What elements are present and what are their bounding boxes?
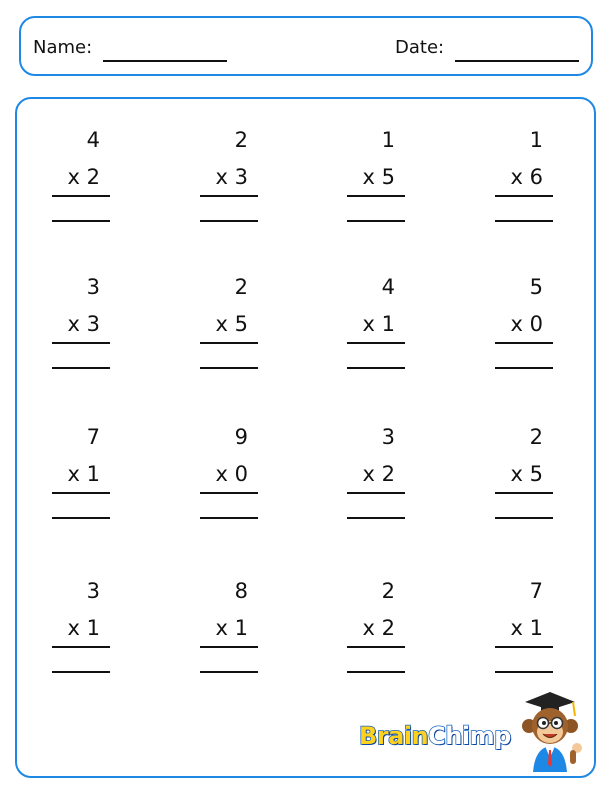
problem-6	[200, 274, 280, 374]
problem-rule	[52, 342, 110, 344]
problem-top-number: 3	[86, 275, 100, 299]
problem-multiplier: x 1	[67, 616, 100, 640]
answer-line[interactable]	[52, 517, 110, 519]
problem-rule	[495, 342, 553, 344]
problem-15	[347, 578, 427, 678]
problem-multiplier: x 1	[215, 616, 248, 640]
problem-rule	[495, 646, 553, 648]
answer-line[interactable]	[52, 671, 110, 673]
answer-line[interactable]	[52, 220, 110, 222]
problem-top-number: 4	[381, 275, 395, 299]
problem-top-number: 5	[529, 275, 543, 299]
problem-rule	[200, 195, 258, 197]
problem-rule	[347, 195, 405, 197]
answer-line[interactable]	[52, 367, 110, 369]
problem-top-number: 7	[86, 425, 100, 449]
problem-top-number: 4	[86, 128, 100, 152]
problem-multiplier: x 0	[510, 312, 543, 336]
problem-2	[200, 127, 280, 227]
date-field[interactable]	[455, 60, 579, 62]
problem-multiplier: x 1	[510, 616, 543, 640]
problem-rule	[52, 646, 110, 648]
brainchimp-logo	[355, 688, 585, 772]
problem-rule	[347, 342, 405, 344]
problem-multiplier: x 2	[362, 616, 395, 640]
answer-line[interactable]	[200, 671, 258, 673]
problem-top-number: 3	[86, 579, 100, 603]
problem-multiplier: x 2	[67, 165, 100, 189]
logo-wordmark	[359, 722, 511, 750]
problem-10	[200, 424, 280, 524]
problem-rule	[347, 646, 405, 648]
problem-multiplier: x 0	[215, 462, 248, 486]
problem-rule	[347, 492, 405, 494]
problem-top-number: 9	[234, 425, 248, 449]
problem-top-number: 1	[381, 128, 395, 152]
answer-line[interactable]	[495, 367, 553, 369]
problem-rule	[495, 195, 553, 197]
problem-multiplier: x 3	[67, 312, 100, 336]
problem-rule	[52, 492, 110, 494]
problem-multiplier: x 2	[362, 462, 395, 486]
problem-7	[347, 274, 427, 374]
answer-line[interactable]	[347, 220, 405, 222]
problem-rule	[52, 195, 110, 197]
header-box	[19, 16, 593, 76]
answer-line[interactable]	[200, 367, 258, 369]
problem-top-number: 7	[529, 579, 543, 603]
problem-4	[495, 127, 575, 227]
answer-line[interactable]	[347, 367, 405, 369]
logo-text-brain: Brain	[359, 722, 429, 750]
problem-12	[495, 424, 575, 524]
problem-8	[495, 274, 575, 374]
answer-line[interactable]	[347, 671, 405, 673]
problem-3	[347, 127, 427, 227]
answer-line[interactable]	[495, 517, 553, 519]
answer-line[interactable]	[200, 220, 258, 222]
problem-rule	[200, 492, 258, 494]
problem-rule	[200, 342, 258, 344]
answer-line[interactable]	[495, 220, 553, 222]
problem-multiplier: x 5	[215, 312, 248, 336]
problem-multiplier: x 3	[215, 165, 248, 189]
problem-top-number: 2	[529, 425, 543, 449]
problem-9	[52, 424, 132, 524]
problem-top-number: 8	[234, 579, 248, 603]
answer-line[interactable]	[347, 517, 405, 519]
date-label: Date:	[395, 37, 445, 58]
problem-13	[52, 578, 132, 678]
problem-multiplier: x 1	[362, 312, 395, 336]
logo-text-chimp: Chimp	[428, 722, 511, 750]
problem-rule	[495, 492, 553, 494]
problem-5	[52, 274, 132, 374]
problem-11	[347, 424, 427, 524]
problem-top-number: 1	[529, 128, 543, 152]
name-field[interactable]	[103, 60, 227, 62]
problem-rule	[200, 646, 258, 648]
problem-multiplier: x 5	[362, 165, 395, 189]
monkey-graduate-icon	[515, 688, 585, 772]
problem-top-number: 2	[234, 128, 248, 152]
answer-line[interactable]	[495, 671, 553, 673]
problem-16	[495, 578, 575, 678]
problem-multiplier: x 5	[510, 462, 543, 486]
problem-multiplier: x 6	[510, 165, 543, 189]
problem-14	[200, 578, 280, 678]
problem-top-number: 2	[381, 579, 395, 603]
problem-multiplier: x 1	[67, 462, 100, 486]
name-label: Name:	[33, 37, 93, 58]
problem-1	[52, 127, 132, 227]
problem-top-number: 3	[381, 425, 395, 449]
answer-line[interactable]	[200, 517, 258, 519]
problem-top-number: 2	[234, 275, 248, 299]
